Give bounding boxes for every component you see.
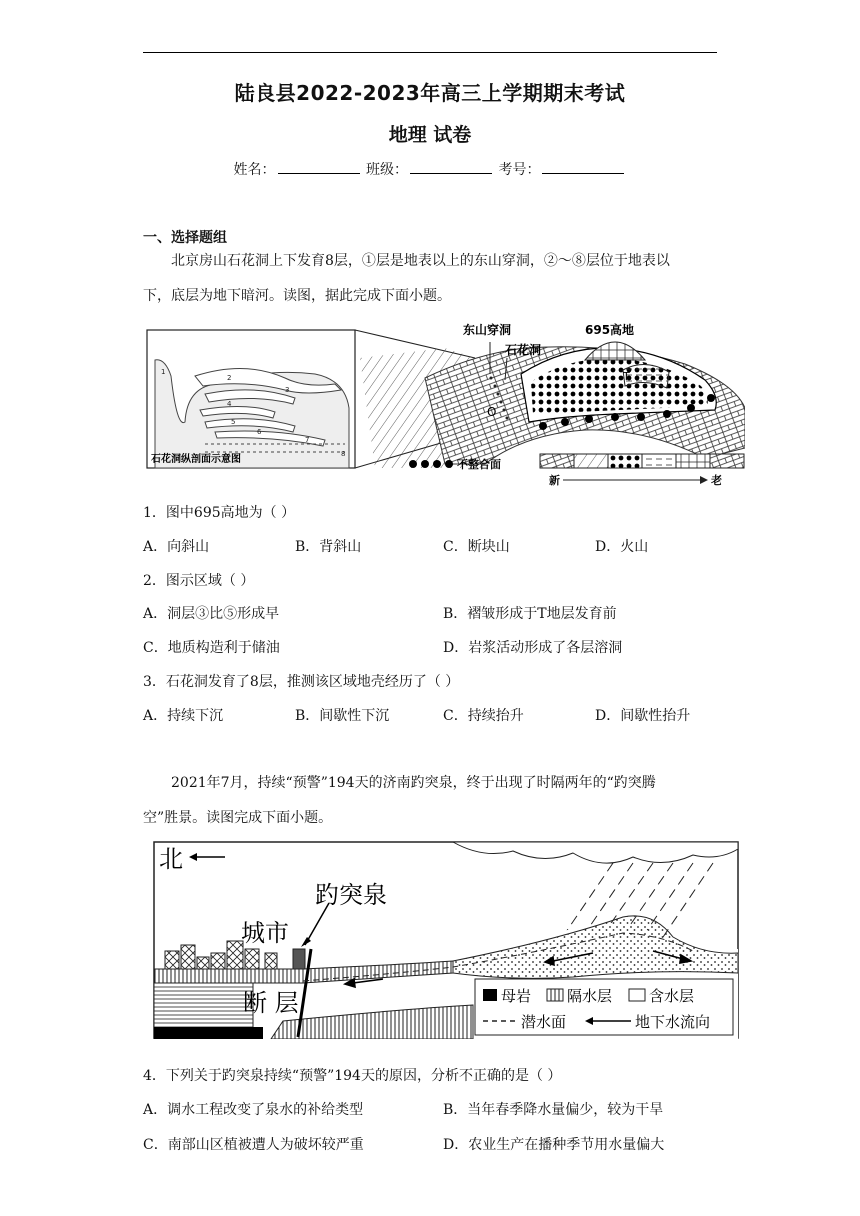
- top-rule: [143, 52, 717, 53]
- figure-shihua-cave: [145, 318, 745, 490]
- svg-text:7: 7: [305, 436, 310, 444]
- svg-text:8: 8: [341, 450, 346, 458]
- peak-695-grid: [585, 342, 645, 360]
- legend-aquifer: 含水层: [649, 987, 695, 1005]
- label-T: T: [623, 370, 630, 383]
- north-label: 北: [159, 845, 183, 873]
- q1-option-d[interactable]: D．火山: [595, 539, 649, 555]
- id-field[interactable]: [542, 162, 624, 174]
- svg-text:2: 2: [227, 374, 232, 382]
- legend-aquiclude-swatch: [547, 989, 563, 1001]
- exam-subtitle: 地理 试卷: [388, 124, 472, 146]
- q1-option-b[interactable]: B．背斜山: [295, 539, 362, 555]
- q4-option-a[interactable]: A．调水工程改变了泉水的补给类型: [143, 1102, 364, 1118]
- q3-option-b[interactable]: B．间歇性下沉: [295, 708, 390, 724]
- q2-option-b[interactable]: B．褶皱形成于T地层发育前: [443, 606, 617, 622]
- legend-flow: 地下水流向: [635, 1013, 711, 1031]
- legend-arrowhead: [700, 476, 708, 484]
- passage-2-line2: 空”胜景。读图完成下面小题。: [143, 810, 333, 826]
- question-3: 3．石花洞发育了8层，推测该区域地壳经历了（ ）: [143, 674, 460, 690]
- passage-1: [143, 244, 723, 314]
- passage-2-line1: 2021年7月，持续“预警”194天的济南趵突泉，终于出现了时隔两年的“趵突腾: [171, 775, 656, 791]
- figure-baotu-spring: [153, 841, 739, 1039]
- legend-unconformity: 不整合面: [457, 458, 501, 471]
- q3-option-a[interactable]: A．持续下沉: [143, 708, 224, 724]
- bedrock-left: [154, 1027, 263, 1039]
- inset-label: 石花洞纵剖面示意图: [151, 454, 241, 465]
- question-4: 4．下列关于趵突泉持续“预警”194天的原因，分析不正确的是（ ）: [143, 1068, 562, 1084]
- legend-aquiclude: 隔水层: [567, 987, 613, 1005]
- legend-watertable: 潜水面: [521, 1013, 567, 1031]
- passage-2: [143, 766, 723, 836]
- spring-label: 趵突泉: [315, 881, 387, 909]
- label-695: 695高地: [585, 323, 635, 337]
- label-dongshan: 东山穿洞: [463, 323, 512, 337]
- legend-new: 新: [549, 474, 560, 487]
- svg-text:6: 6: [257, 428, 262, 436]
- question-2: 2．图示区域（ ）: [143, 573, 255, 589]
- q4-option-c[interactable]: C．南部山区植被遭人为破坏较严重: [143, 1137, 364, 1153]
- passage-1-line1: 北京房山石花洞上下发育8层，①层是地表以上的东山穿洞，②～⑧层位于地表以: [171, 253, 670, 269]
- q4-option-b[interactable]: B．当年春季降水量偏少，较为干旱: [443, 1102, 664, 1118]
- q4-option-d[interactable]: D．农业生产在播种季节用水量偏大: [443, 1137, 665, 1153]
- passage-1-line2: 下，底层为地下暗河。读图，据此完成下面小题。: [143, 288, 451, 304]
- student-info-line: [0, 159, 860, 179]
- q2-option-a[interactable]: A．洞层③比⑤形成早: [143, 606, 280, 622]
- label-O: O: [487, 405, 497, 419]
- svg-text:3: 3: [285, 386, 290, 394]
- q2-option-d[interactable]: D．岩浆活动形成了各层溶洞: [443, 640, 623, 656]
- legend-bedrock-swatch: [483, 989, 497, 1001]
- city-label: 城市: [241, 919, 289, 947]
- label-shihua: 石花洞: [505, 343, 542, 357]
- name-label: 姓名：: [233, 162, 276, 178]
- question-1: 1．图中695高地为（ ）: [143, 505, 296, 521]
- name-field[interactable]: [278, 162, 360, 174]
- q2-option-c[interactable]: C．地质构造利于储油: [143, 640, 280, 656]
- class-label: 班级：: [366, 162, 408, 178]
- q3-option-c[interactable]: C．持续抬升: [443, 708, 524, 724]
- q1-option-c[interactable]: C．断块山: [443, 539, 510, 555]
- q1-option-a[interactable]: A．向斜山: [143, 539, 210, 555]
- legend-aquifer-swatch: [629, 989, 645, 1001]
- legend-strata: [540, 454, 744, 468]
- exam-title: 陆良县2022-2023年高三上学期期末考试: [234, 81, 626, 105]
- legend-old: 老: [711, 474, 722, 487]
- class-field[interactable]: [410, 162, 492, 174]
- legend-bedrock: 母岩: [501, 987, 532, 1005]
- fault-label: 断 层: [243, 989, 299, 1017]
- id-label: 考号：: [498, 162, 541, 178]
- svg-text:5: 5: [231, 418, 236, 426]
- q3-option-d[interactable]: D．间歇性抬升: [595, 708, 691, 724]
- svg-text:4: 4: [227, 400, 232, 408]
- svg-text:1: 1: [161, 368, 166, 376]
- section-heading: 一、选择题组: [143, 230, 227, 246]
